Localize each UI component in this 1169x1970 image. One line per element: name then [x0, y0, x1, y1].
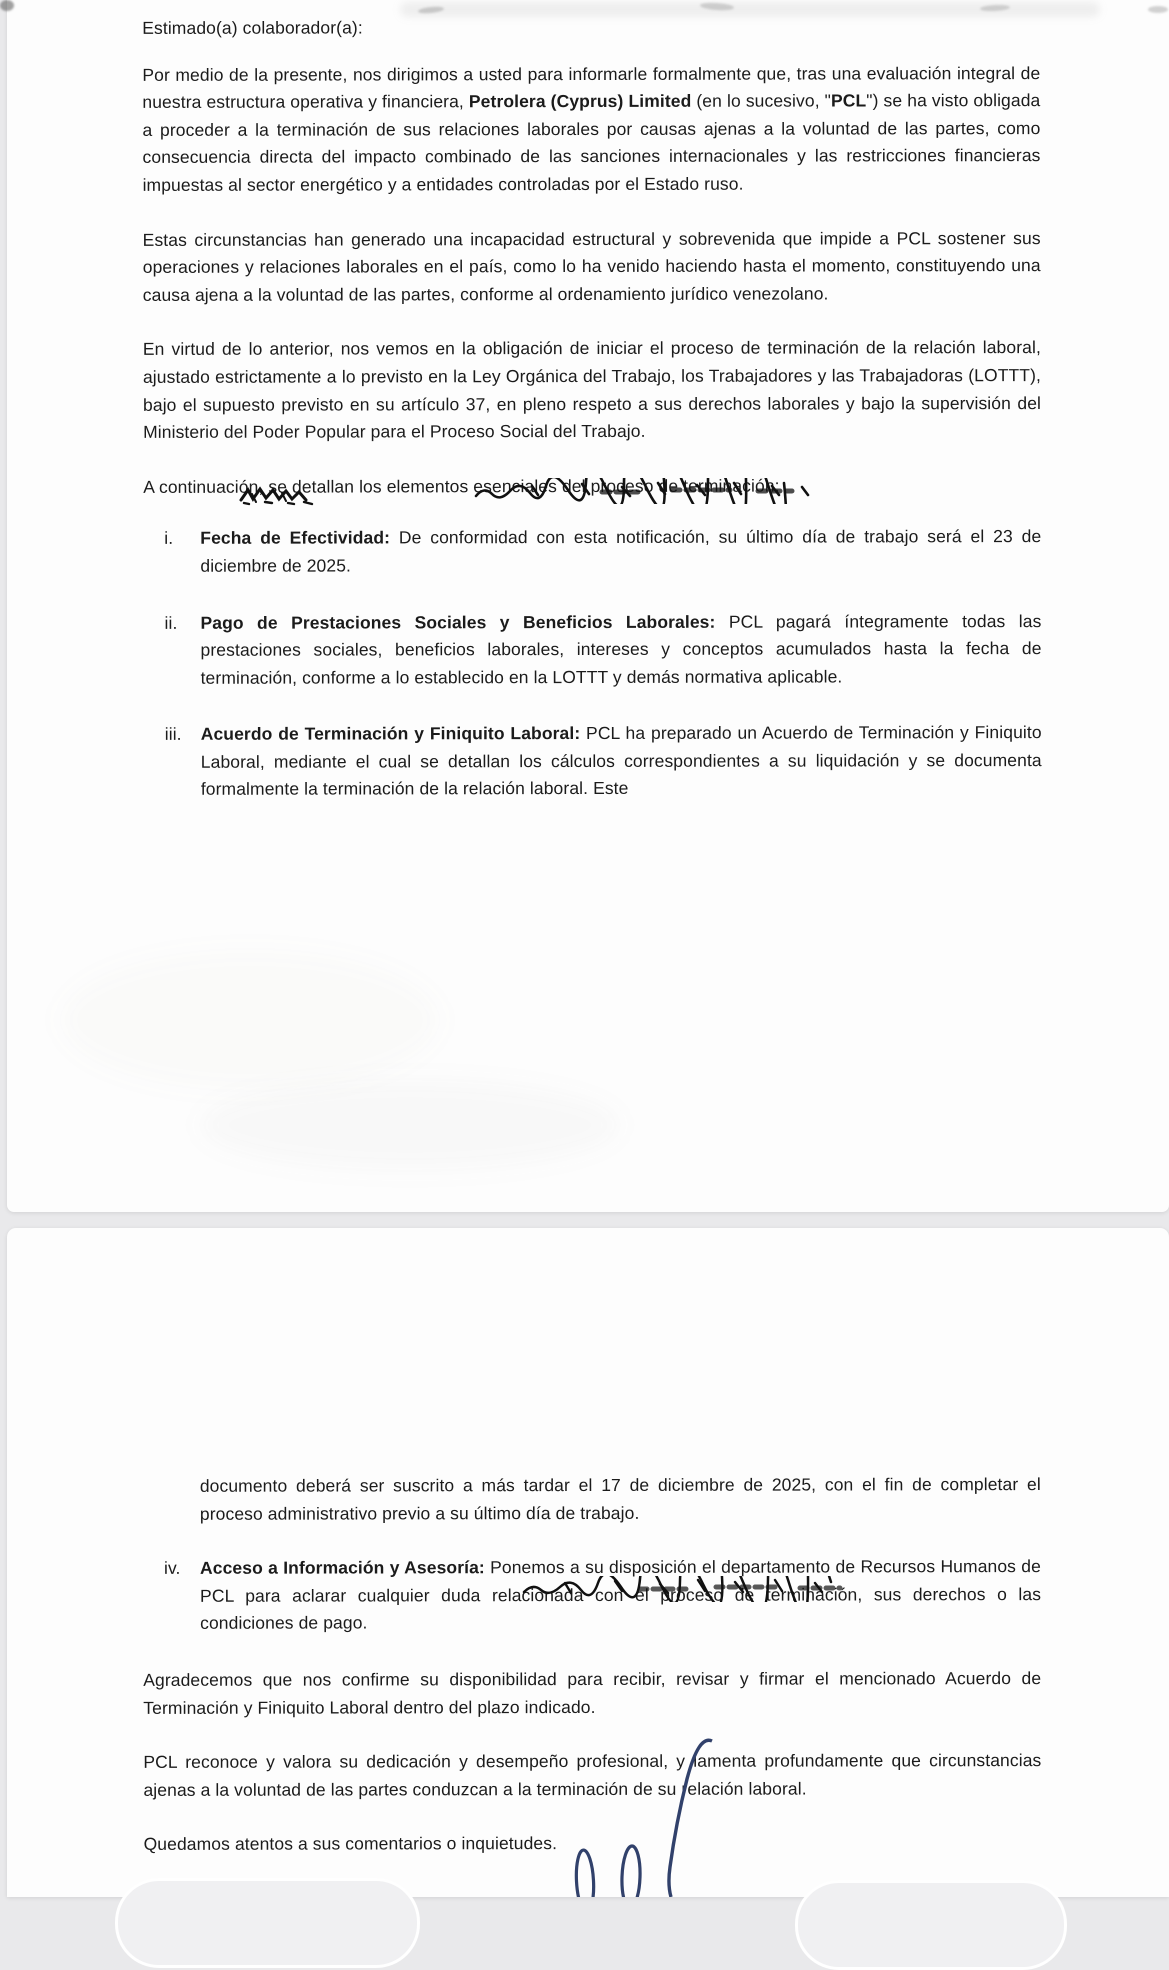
list-marker-i: i.: [164, 528, 174, 549]
list-item-information-access: [143, 1553, 1041, 1638]
list-marker-iv: iv.: [163, 1558, 181, 1579]
list-text-i: Fecha de Efectividad: De conformidad con esta notificación, su último día de trabajo será el 23 de diciembre de 2025.: [200, 526, 1042, 576]
list-text-iii: Acuerdo de Terminación y Finiquito Laboral: PCL ha preparado un Acuerdo de Terminación y Finiquito Laboral, mediante el cual se detallan los cálculos correspondientes a su liquidación y se documenta formalmente la terminación de la relación laboral. Este: [200, 722, 1042, 800]
paragraph-intro: Por medio de la presente, nos dirigimos a usted para informarle formalmente que, tras una evaluación integral de nuestra estructura operativa y financiera, Petrolera (Cyprus) Limited (en lo sucesivo, "PCL") se ha visto obligada a proceder a la terminación de sus relaciones laborales por causas ajenas a la voluntad de las partes, como consecuencia directa del impacto combinado de las sanciones internacionales y las restricciones financieras impuestas al sector energético y a entidades controladas por el Estado ruso.: [142, 62, 1041, 195]
list-text-ii: Pago de Prestaciones Sociales y Beneficios Laborales: PCL pagará íntegramente todas las prestaciones sociales, beneficios laborales, intereses y conceptos acumulados hasta la fecha de terminación, conforme a lo establecido en la LOTTT y demás normativa aplicable.: [200, 610, 1042, 688]
greeting-line: Estimado(a) colaborador(a):: [142, 17, 363, 38]
list-item-agreement: [144, 719, 1042, 804]
list-marker-ii: ii.: [164, 612, 178, 633]
list-item-effectivity: [143, 523, 1041, 580]
letter-page-1: [7, 0, 1169, 1212]
paragraph-recognition: PCL reconoce y valora su dedicación y desempeño profesional, y lamenta profundamente que circunstancias ajenas a la voluntad de las partes conduzcan a la terminación de su relación laboral.: [143, 1750, 1042, 1800]
list-item-benefits: [143, 608, 1041, 693]
paragraph-circumstances: Estas circunstancias han generado una incapacidad estructural y sobrevenida que impide a PCL sostener sus operaciones y relaciones laborales en el país, como lo ha venido haciendo hasta el momento, constituyendo una causa ajena a la voluntad de las partes, conforme al ordenamiento jurídico venezolano.: [142, 227, 1041, 305]
paragraph-confirmation-request: Agradecemos que nos confirme su disponibilidad para recibir, revisar y firmar el mencionado Acuerdo de Terminación y Finiquito Laboral dentro del plazo indicado.: [143, 1668, 1042, 1718]
list-text-iv: Acceso a Información y Asesoría: Ponemos a su disposición el departamento de Recursos Humanos de PCL para aclarar cualquier duda relacionada con el proceso de terminación, sus derechos o las condiciones de pago.: [199, 1556, 1042, 1634]
paragraph-agreement-continuation: documento deberá ser suscrito a más tardar el 17 de diciembre de 2025, con el fin de completar el proceso administrativo previo a su último día de trabajo.: [199, 1474, 1041, 1524]
bottom-left-button[interactable]: [115, 1878, 420, 1968]
bottom-right-button[interactable]: [795, 1880, 1067, 1970]
letter-page-2: [7, 1228, 1169, 1897]
paragraph-legal-basis: En virtud de lo anterior, nos vemos en la obligación de iniciar el proceso de terminación de la relación laboral, ajustado estrictamente a lo previsto en la Ley Orgánica del Trabajo, los Trabajadores y las Trabajadoras (LOTTT), bajo el supuesto previsto en su artículo 37, en pleno respeto a sus derechos laborales y bajo la supervisión del Ministerio del Poder Popular para el Proceso Social del Trabajo.: [142, 337, 1042, 443]
paragraph-list-intro: A continuación, se detallan los elementos esenciales del proceso de terminación:: [143, 475, 780, 497]
paragraph-awaiting-comments: Quedamos atentos a sus comentarios o inquietudes.: [143, 1833, 558, 1855]
list-marker-iii: iii.: [164, 724, 182, 745]
